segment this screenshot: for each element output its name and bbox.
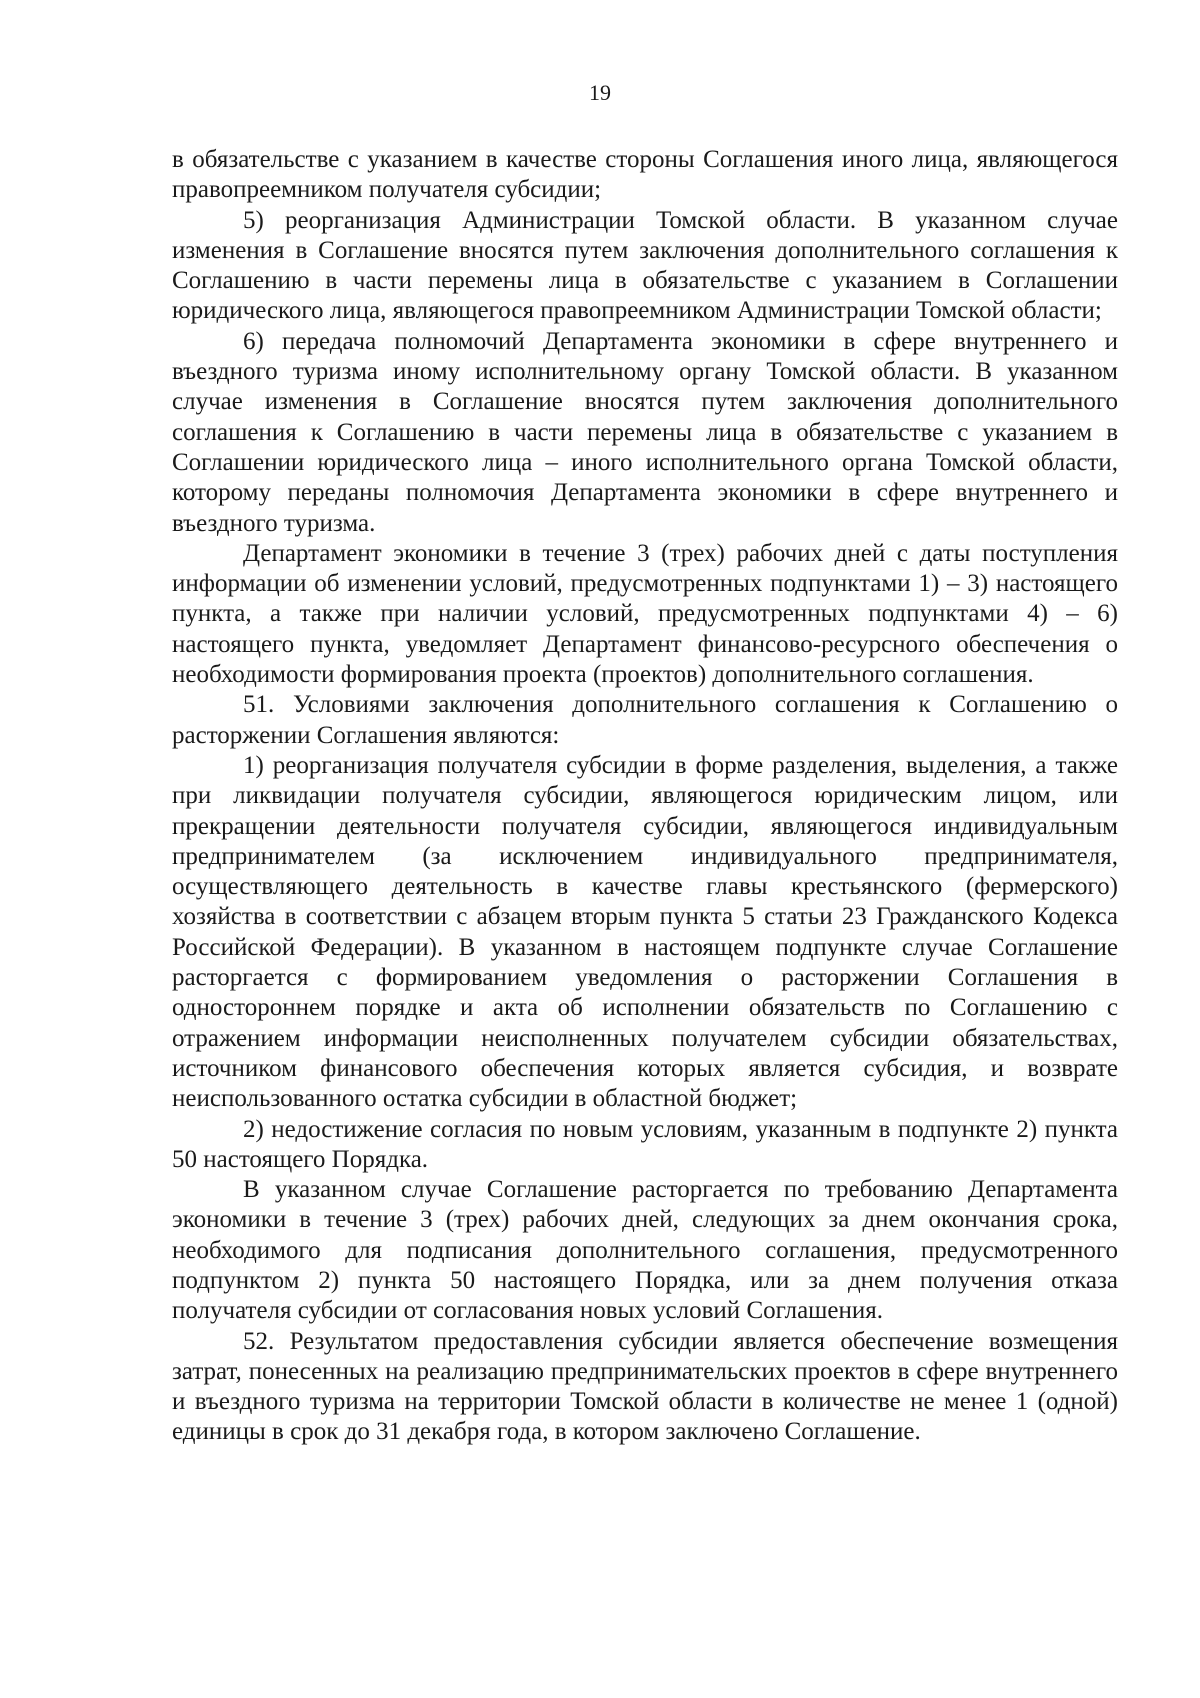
paragraph-section-52: 52. Результатом предоставления субсидии является обеспечение возмещения затрат, понесенных на реализацию предпринимательских проектов в сфере внутреннего и въездного туризма на территории Томской области в количестве не менее 1 (одной) единицы в срок до 31 декабря года, в котором заключено Соглашение. (172, 1327, 1118, 1446)
paragraph-continuation: в обязательстве с указанием в качестве стороны Соглашения иного лица, являющегося правопреемником получателя субсидии; (172, 146, 1118, 204)
paragraph-item-5: 5) реорганизация Администрации Томской области. В указанном случае изменения в Соглашение вносятся путем заключения дополнительного соглашения к Соглашению в части перемены лица в обязательстве с указанием в Соглашении юридического лица, являющегося правопреемником Администрации Томской области; (172, 206, 1118, 325)
page-number: 19 (589, 80, 611, 105)
document-body (172, 145, 1118, 1448)
paragraph-termination: В указанном случае Соглашение расторгается по требованию Департамента экономики в течение 3 (трех) рабочих дней, следующих за днем окончания срока, необходимого для подписания дополнительного соглашения, предусмотренного подпунктом 2) пункта 50 настоящего Порядка, или за днем получения отказа получателя субсидии от согласования новых условий Соглашения. (172, 1176, 1118, 1325)
paragraph-section-51: 51. Условиями заключения дополнительного соглашения к Соглашению о расторжении Соглашения являются: (172, 691, 1118, 749)
paragraph-51-item-2: 2) недостижение согласия по новым условиям, указанным в подпункте 2) пункта 50 настоящего Порядка. (172, 1115, 1118, 1173)
paragraph-notification: Департамент экономики в течение 3 (трех) рабочих дней с даты поступления информации об изменении условий, предусмотренных подпунктами 1) – 3) настоящего пункта, а также при наличии условий, предусмотренных подпунктами 4) – 6) настоящего пункта, уведомляет Департамент финансово-ресурсного обеспечения о необходимости формирования проекта (проектов) дополнительного соглашения. (172, 539, 1118, 689)
paragraph-item-6: 6) передача полномочий Департамента экономики в сфере внутреннего и въездного туризма иному исполнительному органу Томской области. В указанном случае изменения в Соглашение вносятся путем заключения дополнительного соглашения к Соглашению в части перемены лица в обязательстве с указанием в Соглашении юридического лица – иного исполнительного органа Томской области, которому переданы полномочия Департамента экономики в сфере внутреннего и въездного туризма. (172, 327, 1118, 537)
paragraph-51-item-1: 1) реорганизация получателя субсидии в форме разделения, выделения, а также при ликвидации получателя субсидии, являющегося юридическим лицом, или прекращении деятельности получателя субсидии, являющегося индивидуальным предпринимателем (за исключением индивидуального предпринимателя, осуществляющего деятельность в качестве главы крестьянского (фермерского) хозяйства в соответствии с абзацем вторым пункта 5 статьи 23 Гражданского Кодекса Российской Федерации). В указанном в настоящем подпункте случае Соглашение расторгается с формированием уведомления о расторжении Соглашения в одностороннем порядке и акта об исполнении обязательств по Соглашению с отражением информации неисполненных получателем субсидии обязательствах, источником финансового обеспечения которых является субсидия, и возврате неиспользованного остатка субсидии в областной бюджет; (172, 751, 1118, 1113)
